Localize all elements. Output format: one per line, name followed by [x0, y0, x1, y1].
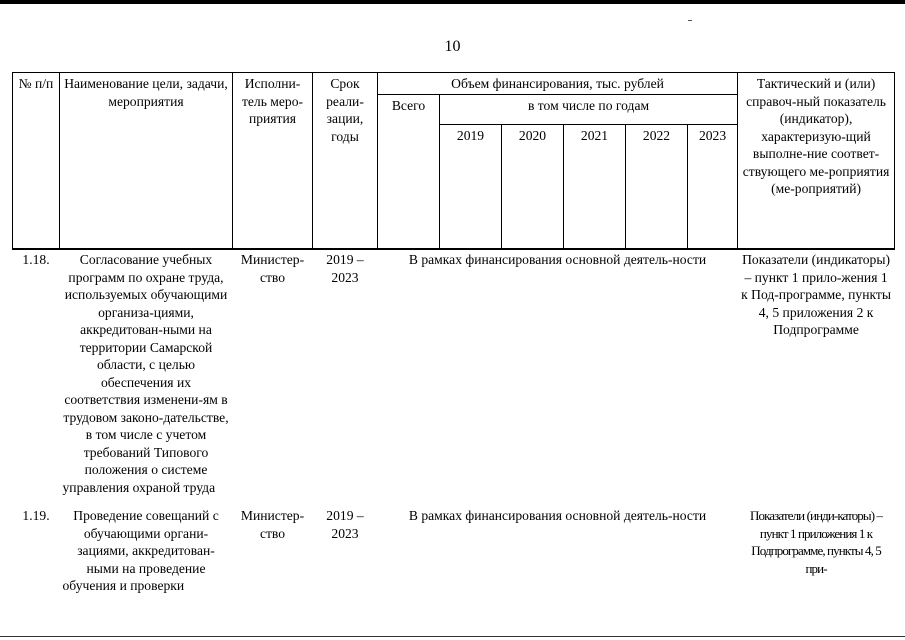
header-year-2023: 2023 [688, 125, 738, 250]
activity-indicator: Показатели (инди-каторы) – пункт 1 приложения 1 к Подпрограмме, пункты 4, 5 при- [750, 508, 883, 576]
header-year-2019: 2019 [440, 125, 502, 250]
header-period: Срок реали-зации, годы [313, 73, 378, 250]
header-year-2020: 2020 [502, 125, 564, 250]
table-row [13, 506, 895, 608]
header-name: Наименование цели, задачи, мероприятия [60, 73, 233, 250]
page-number: 10 [444, 38, 461, 55]
row-number: 1.19. [22, 508, 50, 523]
activity-name: Проведение совещаний с обучающими органи-зациями, аккредитован-ными на проведение обучения и проверки [62, 508, 219, 593]
activity-period: 2019 – 2023 [326, 508, 364, 541]
header-indicator: Тактический и (или) справоч-ный показатель (индикатор), характеризую-щий выполне-ние соответ-ствующего ме-роприятия (ме-роприятий) [738, 73, 895, 250]
scan-mark [688, 20, 692, 21]
header-funding: Объем финансирования, тыс. рублей [378, 73, 738, 95]
activity-funding: В рамках финансирования основной деятель-ности [378, 249, 738, 506]
program-activities-table [12, 72, 895, 608]
row-number: 1.18. [13, 249, 60, 506]
activity-funding: В рамках финансирования основной деятель-ности [408, 508, 707, 523]
header-total: Всего [378, 94, 440, 249]
activity-name: Согласование учебных программ по охране труда, используемых обучающими организа-циями, аккредитован-ными на территории Самарской области, с целью обеспечения их соответствия изменени-ям в трудовом законо-дательстве, в том числе с учетом требований Типового положения о системе управления охраной труда [60, 249, 233, 506]
activity-period: 2019 – 2023 [313, 249, 378, 506]
activity-indicator: Показатели (индикаторы) – пункт 1 прило-жения 1 к Под-программе, пункты 4, 5 приложения 2 к Подпрограмме [738, 249, 895, 506]
top-border-line [0, 0, 905, 4]
bottom-border-line [0, 636, 905, 637]
table-row [13, 249, 895, 506]
header-year-2022: 2022 [626, 125, 688, 250]
header-num: № п/п [13, 73, 60, 250]
header-by-years: в том числе по годам [440, 94, 738, 125]
activity-executor: Министер-ство [233, 249, 313, 506]
header-year-2021: 2021 [564, 125, 626, 250]
activity-executor: Министер-ство [240, 508, 305, 541]
header-executor: Исполни-тель меро-приятия [233, 73, 313, 250]
